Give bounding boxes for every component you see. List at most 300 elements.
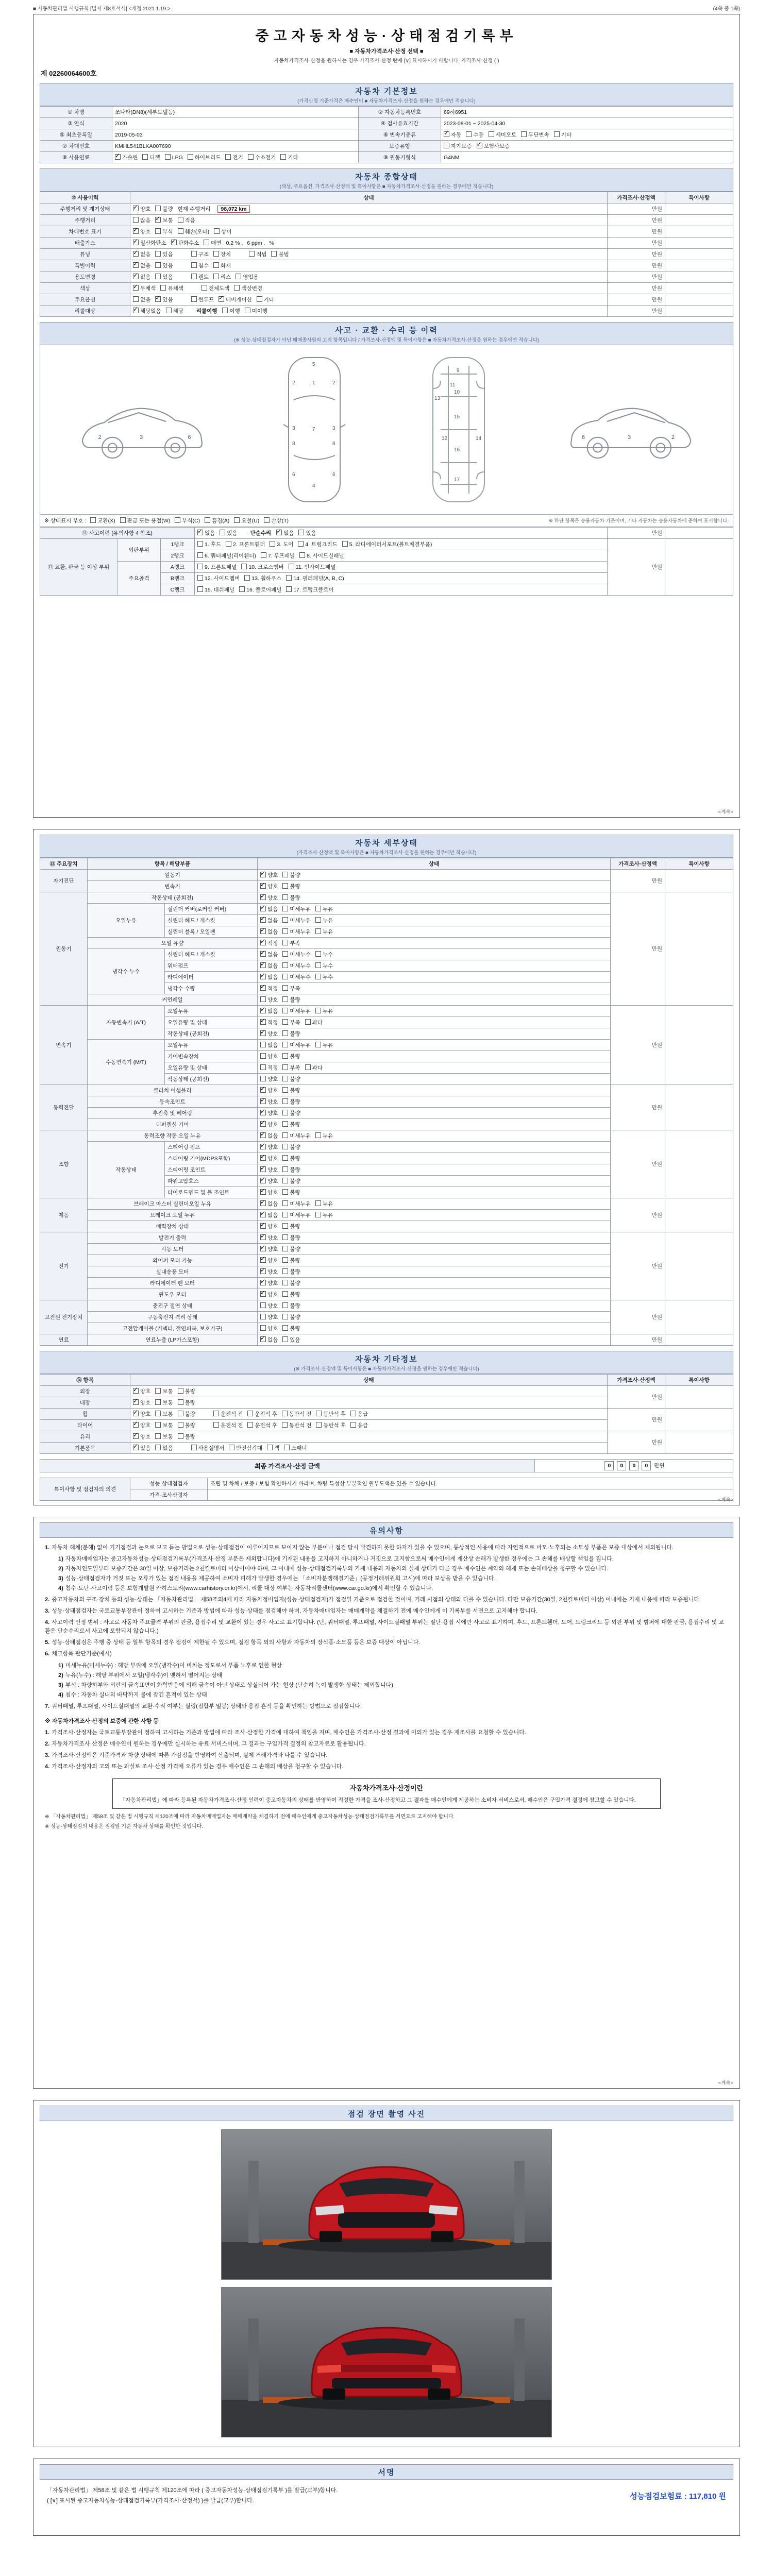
checkbox-없음[interactable]: ✓ 없음 [260,962,278,970]
checkbox-불량[interactable]: 불량 [282,1313,300,1321]
checkbox-box[interactable] [260,1246,266,1251]
checkbox-양호[interactable]: ✓ 양호 [260,1189,278,1196]
checkbox-있음[interactable]: ✓ 있음 [133,1444,150,1452]
checkbox-box[interactable] [282,1019,288,1025]
checkbox-box[interactable] [260,1212,266,1217]
checkbox-box[interactable] [236,274,241,279]
checkbox-없음[interactable]: ✓ 없음 [260,973,278,981]
checkbox-양호[interactable]: 양호 [260,1053,278,1060]
checkbox-box[interactable] [191,262,197,268]
checkbox-교환(X)[interactable]: 교환(X) [90,517,115,524]
checkbox-자가보증[interactable]: 자가보증 [444,142,472,150]
checkbox-box[interactable] [222,308,228,313]
checkbox-box[interactable] [260,894,266,900]
checkbox-box[interactable] [226,541,231,547]
checkbox-box[interactable] [213,1411,219,1416]
checkbox-불량[interactable]: 불량 [282,1189,300,1196]
checkbox-box[interactable] [178,217,183,223]
checkbox-box[interactable] [155,1411,161,1416]
checkbox-box[interactable] [554,131,560,137]
checkbox-box[interactable] [260,1268,266,1274]
checkbox-부족[interactable]: 부족 [282,1064,300,1072]
checkbox-손상(T)[interactable]: 손상(T) [264,517,289,524]
checkbox-box[interactable] [282,1076,288,1081]
checkbox-box[interactable] [90,517,96,523]
checkbox-box[interactable] [282,1166,288,1172]
checkbox-box[interactable] [241,564,247,569]
checkbox-화재[interactable]: 화재 [213,262,231,269]
checkbox-훼손(오타)[interactable]: 훼손(오타) [178,228,210,235]
checkbox-box[interactable] [260,1132,266,1138]
checkbox-불량[interactable]: 불량 [178,1410,195,1418]
checkbox-box[interactable] [282,872,288,877]
checkbox-적법[interactable]: 적법 [249,250,266,258]
checkbox-양호[interactable]: ✓ 양호 [260,1087,278,1094]
checkbox-box[interactable] [282,1325,288,1331]
checkbox-box[interactable] [260,1087,266,1093]
checkbox-불량[interactable]: 불량 [282,1155,300,1162]
checkbox-box[interactable] [276,530,282,535]
checkbox-양호[interactable]: ✓ 양호 [133,1387,150,1395]
checkbox-많음[interactable]: 많음 [133,216,150,224]
checkbox-box[interactable] [188,154,193,160]
checkbox-16. 플로어패널[interactable]: 16. 플로어패널 [239,586,281,594]
checkbox-box[interactable] [260,1110,266,1115]
checkbox-적정[interactable]: ✓ 적정 [260,939,278,947]
checkbox-box[interactable] [260,1076,266,1081]
checkbox-해당[interactable]: 해당 [166,307,183,315]
checkbox-양호[interactable]: ✓ 양호 [260,894,278,902]
checkbox-동반석 후[interactable]: 동반석 후 [316,1410,346,1418]
checkbox-기타[interactable]: 기타 [554,131,572,139]
checkbox-없음[interactable]: ✓ 없음 [260,1336,278,1344]
checkbox-box[interactable] [284,1445,290,1450]
checkbox-box[interactable] [282,1030,288,1036]
checkbox-양호[interactable]: ✓ 양호 [260,1257,278,1264]
checkbox-box[interactable] [260,1234,266,1240]
checkbox-상이[interactable]: 상이 [214,228,231,235]
checkbox-box[interactable] [282,1087,288,1093]
checkbox-box[interactable] [282,951,288,957]
checkbox-운전석 전[interactable]: 운전석 전 [213,1421,243,1429]
checkbox-누수[interactable]: 누수 [315,973,333,981]
checkbox-불량[interactable]: 불량 [282,1166,300,1174]
checkbox-box[interactable] [155,1399,161,1405]
checkbox-box[interactable] [175,517,180,523]
checkbox-불량[interactable]: 불량 [282,1109,300,1117]
checkbox-보험사보증[interactable]: ✓ 보험사보증 [477,142,510,150]
checkbox-불량[interactable]: 불량 [282,1279,300,1287]
checkbox-box[interactable] [286,575,292,581]
checkbox-box[interactable] [260,1008,266,1013]
checkbox-box[interactable] [282,1314,288,1319]
checkbox-사용설명서[interactable]: 사용설명서 [191,1444,225,1452]
checkbox-box[interactable] [260,962,266,968]
checkbox-box[interactable] [282,1411,288,1416]
checkbox-box[interactable] [197,541,203,547]
checkbox-box[interactable] [234,285,240,291]
checkbox-box[interactable] [282,1200,288,1206]
checkbox-box[interactable] [155,262,161,268]
checkbox-미세누유[interactable]: 미세누유 [282,1211,311,1219]
checkbox-누유[interactable]: 누유 [315,1041,333,1049]
checkbox-box[interactable] [245,308,250,313]
checkbox-불량[interactable]: 불량 [282,1268,300,1276]
checkbox-있음[interactable]: 있음 [155,273,173,281]
checkbox-box[interactable] [282,1223,288,1229]
checkbox-box[interactable] [213,251,219,257]
checkbox-있음[interactable]: 있음 [155,262,173,269]
checkbox-누유[interactable]: 누유 [315,1007,333,1015]
checkbox-box[interactable] [260,872,266,877]
checkbox-미세누수[interactable]: 미세누수 [282,951,311,958]
checkbox-불량[interactable]: 불량 [282,996,300,1004]
checkbox-box[interactable] [248,154,254,160]
checkbox-box[interactable] [282,1008,288,1013]
checkbox-box[interactable] [444,143,449,148]
checkbox-box[interactable] [305,1019,311,1025]
checkbox-양호[interactable]: ✓ 양호 [260,1155,278,1162]
checkbox-14. 필러패널(A, B, C)[interactable]: 14. 필러패널(A, B, C) [286,574,344,582]
checkbox-box[interactable] [191,251,197,257]
checkbox-box[interactable] [315,962,321,968]
checkbox-판금 또는 용접(W)[interactable]: 판금 또는 용접(W) [120,517,171,524]
checkbox-box[interactable] [197,564,203,569]
checkbox-없음[interactable]: ✓ 없음 [133,273,150,281]
checkbox-box[interactable] [133,1433,139,1439]
checkbox-box[interactable] [316,1422,322,1428]
checkbox-운전석 전[interactable]: 운전석 전 [213,1410,243,1418]
checkbox-box[interactable] [197,586,203,592]
checkbox-box[interactable] [315,974,321,979]
checkbox-없음[interactable]: 없음 [133,296,150,303]
checkbox-box[interactable] [120,517,126,523]
checkbox-box[interactable] [315,928,321,934]
checkbox-불법[interactable]: 불법 [271,250,289,258]
checkbox-양호[interactable]: ✓ 양호 [133,1433,150,1440]
checkbox-box[interactable] [282,1053,288,1059]
checkbox-box[interactable] [260,928,266,934]
checkbox-있음[interactable]: 있음 [155,250,173,258]
checkbox-box[interactable] [260,1155,266,1161]
checkbox-box[interactable] [155,274,161,279]
checkbox-box[interactable] [282,1132,288,1138]
checkbox-무단변속[interactable]: 무단변속 [521,131,549,139]
checkbox-불량[interactable]: 불량 [282,1302,300,1310]
checkbox-미세누수[interactable]: 미세누수 [282,962,311,970]
checkbox-box[interactable] [260,917,266,923]
checkbox-box[interactable] [466,131,472,137]
checkbox-누유[interactable]: 누유 [315,1211,333,1219]
checkbox-box[interactable] [204,240,209,245]
checkbox-box[interactable] [282,1144,288,1149]
checkbox-box[interactable] [342,541,348,547]
checkbox-양호[interactable]: 양호 [260,996,278,1004]
checkbox-9. 프론트패널[interactable]: 9. 프론트패널 [197,563,237,571]
checkbox-box[interactable] [282,906,288,911]
checkbox-양호[interactable]: ✓ 양호 [133,228,150,235]
checkbox-보통[interactable]: 보통 [155,1387,173,1395]
checkbox-box[interactable] [260,1166,266,1172]
checkbox-있음[interactable]: 있음 [220,529,237,537]
checkbox-box[interactable] [191,296,197,302]
checkbox-box[interactable] [247,1411,253,1416]
checkbox-box[interactable] [260,1053,266,1059]
checkbox-box[interactable] [197,552,203,558]
checkbox-누수[interactable]: 누수 [315,962,333,970]
checkbox-box[interactable] [260,974,266,979]
checkbox-box[interactable] [477,143,482,148]
checkbox-10. 크로스멤버[interactable]: 10. 크로스멤버 [241,563,283,571]
checkbox-구조[interactable]: 구조 [191,250,209,258]
checkbox-양호[interactable]: ✓ 양호 [260,1143,278,1151]
checkbox-요철(U)[interactable]: 요철(U) [234,517,259,524]
checkbox-box[interactable] [282,1302,288,1308]
checkbox-box[interactable] [133,274,139,279]
checkbox-box[interactable] [155,217,161,223]
checkbox-box[interactable] [282,1189,288,1195]
checkbox-응급[interactable]: 응급 [350,1421,368,1429]
checkbox-양호[interactable]: ✓ 양호 [260,1291,278,1298]
checkbox-불량[interactable]: 불량 [282,1143,300,1151]
checkbox-없음[interactable]: ✓ 없음 [260,1211,278,1219]
checkbox-보통[interactable]: 보통 [155,1433,173,1440]
checkbox-불량[interactable]: 불량 [155,205,173,213]
checkbox-box[interactable] [155,1388,161,1394]
checkbox-없음[interactable]: ✓ 없음 [276,529,294,537]
checkbox-box[interactable] [260,1314,266,1319]
checkbox-없음[interactable]: ✓ 없음 [133,250,150,258]
checkbox-해당없음[interactable]: ✓ 해당없음 [133,307,161,315]
checkbox-box[interactable] [260,906,266,911]
checkbox-box[interactable] [286,586,292,592]
checkbox-양호[interactable]: ✓ 양호 [133,1421,150,1429]
checkbox-box[interactable] [521,131,527,137]
checkbox-운전석 후[interactable]: 운전석 후 [247,1421,277,1429]
checkbox-양호[interactable]: 양호 [260,1313,278,1321]
checkbox-box[interactable] [260,1019,266,1025]
checkbox-불량[interactable]: 불량 [282,1177,300,1185]
checkbox-없음[interactable]: ✓ 없음 [133,262,150,269]
checkbox-box[interactable] [213,274,219,279]
checkbox-box[interactable] [171,240,177,245]
checkbox-box[interactable] [257,296,262,302]
checkbox-box[interactable] [155,251,161,257]
checkbox-불량[interactable]: 불량 [282,1053,300,1060]
checkbox-box[interactable] [299,552,305,558]
checkbox-영업용[interactable]: 영업용 [236,273,258,281]
checkbox-box[interactable] [267,1445,273,1450]
checkbox-누수[interactable]: 누수 [315,951,333,958]
checkbox-일산화탄소[interactable]: ✓ 일산화탄소 [133,239,166,247]
checkbox-box[interactable] [282,1268,288,1274]
checkbox-12. 사이드멤버[interactable]: 12. 사이드멤버 [197,574,240,582]
checkbox-box[interactable] [133,308,139,313]
checkbox-불량[interactable]: 불량 [178,1433,195,1440]
checkbox-box[interactable] [155,1433,161,1439]
checkbox-자동[interactable]: ✓ 자동 [444,131,461,139]
checkbox-box[interactable] [191,1445,197,1450]
checkbox-box[interactable] [133,1399,139,1405]
checkbox-box[interactable] [133,1422,139,1428]
checkbox-box[interactable] [155,206,161,211]
checkbox-box[interactable] [205,517,210,523]
checkbox-box[interactable] [260,1042,266,1047]
checkbox-없음[interactable]: ✓ 없음 [260,1132,278,1140]
checkbox-누유[interactable]: 누유 [315,905,333,913]
checkbox-box[interactable] [280,154,286,160]
checkbox-불량[interactable]: 불량 [282,883,300,890]
checkbox-양호[interactable]: ✓ 양호 [133,1399,150,1406]
checkbox-양호[interactable]: ✓ 양호 [260,1166,278,1174]
checkbox-15. 대쉬패널[interactable]: 15. 대쉬패널 [197,586,234,594]
checkbox-box[interactable] [133,1411,139,1416]
checkbox-box[interactable] [282,883,288,889]
checkbox-없음[interactable]: ✓ 없음 [260,917,278,924]
checkbox-미세누유[interactable]: 미세누유 [282,917,311,924]
checkbox-미세누유[interactable]: 미세누유 [282,1200,311,1208]
checkbox-box[interactable] [133,240,139,245]
checkbox-색상변경[interactable]: 색상변경 [234,284,262,292]
checkbox-안전삼각대[interactable]: 안전삼각대 [229,1444,262,1452]
checkbox-box[interactable] [260,1257,266,1263]
checkbox-과다[interactable]: 과다 [305,1064,323,1072]
checkbox-세미오토[interactable]: 세미오토 [489,131,517,139]
checkbox-전기[interactable]: 전기 [225,154,243,161]
checkbox-box[interactable] [282,1098,288,1104]
checkbox-box[interactable] [178,228,183,234]
checkbox-box[interactable] [271,251,277,257]
checkbox-box[interactable] [315,1200,321,1206]
checkbox-유채색[interactable]: 유채색 [160,284,183,292]
checkbox-box[interactable] [166,308,172,313]
checkbox-양호[interactable]: ✓ 양호 [260,871,278,879]
checkbox-미세누수[interactable]: 미세누수 [282,973,311,981]
checkbox-box[interactable] [260,1098,266,1104]
checkbox-동반석 전[interactable]: 동반석 전 [282,1410,312,1418]
checkbox-box[interactable] [260,1280,266,1285]
checkbox-box[interactable] [350,1411,356,1416]
checkbox-이행[interactable]: 이행 [222,307,240,315]
checkbox-box[interactable] [247,1422,253,1428]
checkbox-부식[interactable]: 부식 [155,228,173,235]
checkbox-box[interactable] [315,906,321,911]
checkbox-box[interactable] [197,575,203,581]
checkbox-box[interactable] [282,1246,288,1251]
checkbox-적정[interactable]: 적정 [260,1064,278,1072]
checkbox-불량[interactable]: 불량 [178,1421,195,1429]
checkbox-box[interactable] [244,575,250,581]
checkbox-장치[interactable]: 장치 [213,250,231,258]
checkbox-box[interactable] [315,1132,321,1138]
checkbox-box[interactable] [282,1110,288,1115]
checkbox-box[interactable] [260,1121,266,1127]
checkbox-box[interactable] [260,985,266,991]
checkbox-양호[interactable]: ✓ 양호 [260,1177,278,1185]
checkbox-누유[interactable]: 누유 [315,1132,333,1140]
checkbox-box[interactable] [282,1280,288,1285]
checkbox-box[interactable] [315,1008,321,1013]
checkbox-운전석 후[interactable]: 운전석 후 [247,1410,277,1418]
checkbox-box[interactable] [249,251,255,257]
checkbox-box[interactable] [315,917,321,923]
checkbox-box[interactable] [155,296,161,302]
checkbox-box[interactable] [260,1064,266,1070]
checkbox-box[interactable] [282,1212,288,1217]
checkbox-적정[interactable]: ✓ 적정 [260,985,278,992]
checkbox-양호[interactable]: ✓ 양호 [260,1109,278,1117]
checkbox-스패너[interactable]: 스패너 [284,1444,307,1452]
checkbox-전체도색[interactable]: 전체도색 [201,284,230,292]
checkbox-양호[interactable]: ✓ 양호 [133,205,150,213]
checkbox-box[interactable] [133,217,139,223]
checkbox-1. 후드[interactable]: 1. 후드 [197,540,221,548]
checkbox-box[interactable] [282,917,288,923]
checkbox-box[interactable] [155,1445,161,1450]
checkbox-잭[interactable]: 잭 [267,1444,279,1452]
checkbox-불량[interactable]: 불량 [282,1098,300,1106]
checkbox-6. 쿼터패널(리어휀더)[interactable]: 6. 쿼터패널(리어휀더) [197,552,256,560]
checkbox-양호[interactable]: ✓ 양호 [260,1030,278,1038]
checkbox-box[interactable] [178,1411,183,1416]
checkbox-3. 도어[interactable]: 3. 도어 [270,540,293,548]
checkbox-box[interactable] [133,1388,139,1394]
checkbox-불량[interactable]: 불량 [282,1087,300,1094]
checkbox-미세누유[interactable]: 미세누유 [282,1007,311,1015]
checkbox-box[interactable] [178,1388,183,1394]
checkbox-box[interactable] [133,1445,139,1450]
checkbox-매연[interactable]: 매연 [204,239,221,247]
checkbox-없음[interactable]: ✓ 없음 [260,1200,278,1208]
checkbox-불량[interactable]: 불량 [282,1325,300,1332]
checkbox-없음[interactable]: ✓ 없음 [260,1007,278,1015]
checkbox-렌트[interactable]: 렌트 [191,273,209,281]
checkbox-보통[interactable]: 보통 [155,1399,173,1406]
checkbox-없음[interactable]: ✓ 없음 [260,928,278,936]
checkbox-있음[interactable]: ✓ 있음 [155,296,173,303]
checkbox-box[interactable] [165,154,171,160]
checkbox-box[interactable] [282,974,288,979]
checkbox-7. 루프패널[interactable]: 7. 루프패널 [261,552,295,560]
checkbox-box[interactable] [133,285,139,291]
checkbox-box[interactable] [315,951,321,957]
checkbox-불량[interactable]: 불량 [282,1257,300,1264]
checkbox-box[interactable] [260,1302,266,1308]
checkbox-불량[interactable]: 불량 [178,1387,195,1395]
checkbox-box[interactable] [282,894,288,900]
checkbox-box[interactable] [444,131,449,137]
checkbox-box[interactable] [197,530,203,535]
checkbox-box[interactable] [270,541,275,547]
checkbox-box[interactable] [214,228,220,234]
checkbox-LPG[interactable]: LPG [165,154,183,161]
checkbox-box[interactable] [229,1445,234,1450]
checkbox-침수[interactable]: 침수 [191,262,209,269]
checkbox-양호[interactable]: ✓ 양호 [260,1098,278,1106]
checkbox-box[interactable] [133,296,139,302]
checkbox-box[interactable] [261,552,266,558]
checkbox-box[interactable] [260,1178,266,1183]
checkbox-box[interactable] [282,1422,288,1428]
checkbox-box[interactable] [260,1200,266,1206]
checkbox-box[interactable] [213,262,219,268]
checkbox-17. 트렁크플로어[interactable]: 17. 트렁크플로어 [286,586,333,594]
checkbox-5. 라디에이터서포트(볼트체결부품)[interactable]: 5. 라디에이터서포트(볼트체결부품) [342,540,432,548]
checkbox-불량[interactable]: 불량 [282,1291,300,1298]
checkbox-양호[interactable]: ✓ 양호 [260,883,278,890]
checkbox-box[interactable] [260,1223,266,1229]
checkbox-box[interactable] [305,1064,311,1070]
